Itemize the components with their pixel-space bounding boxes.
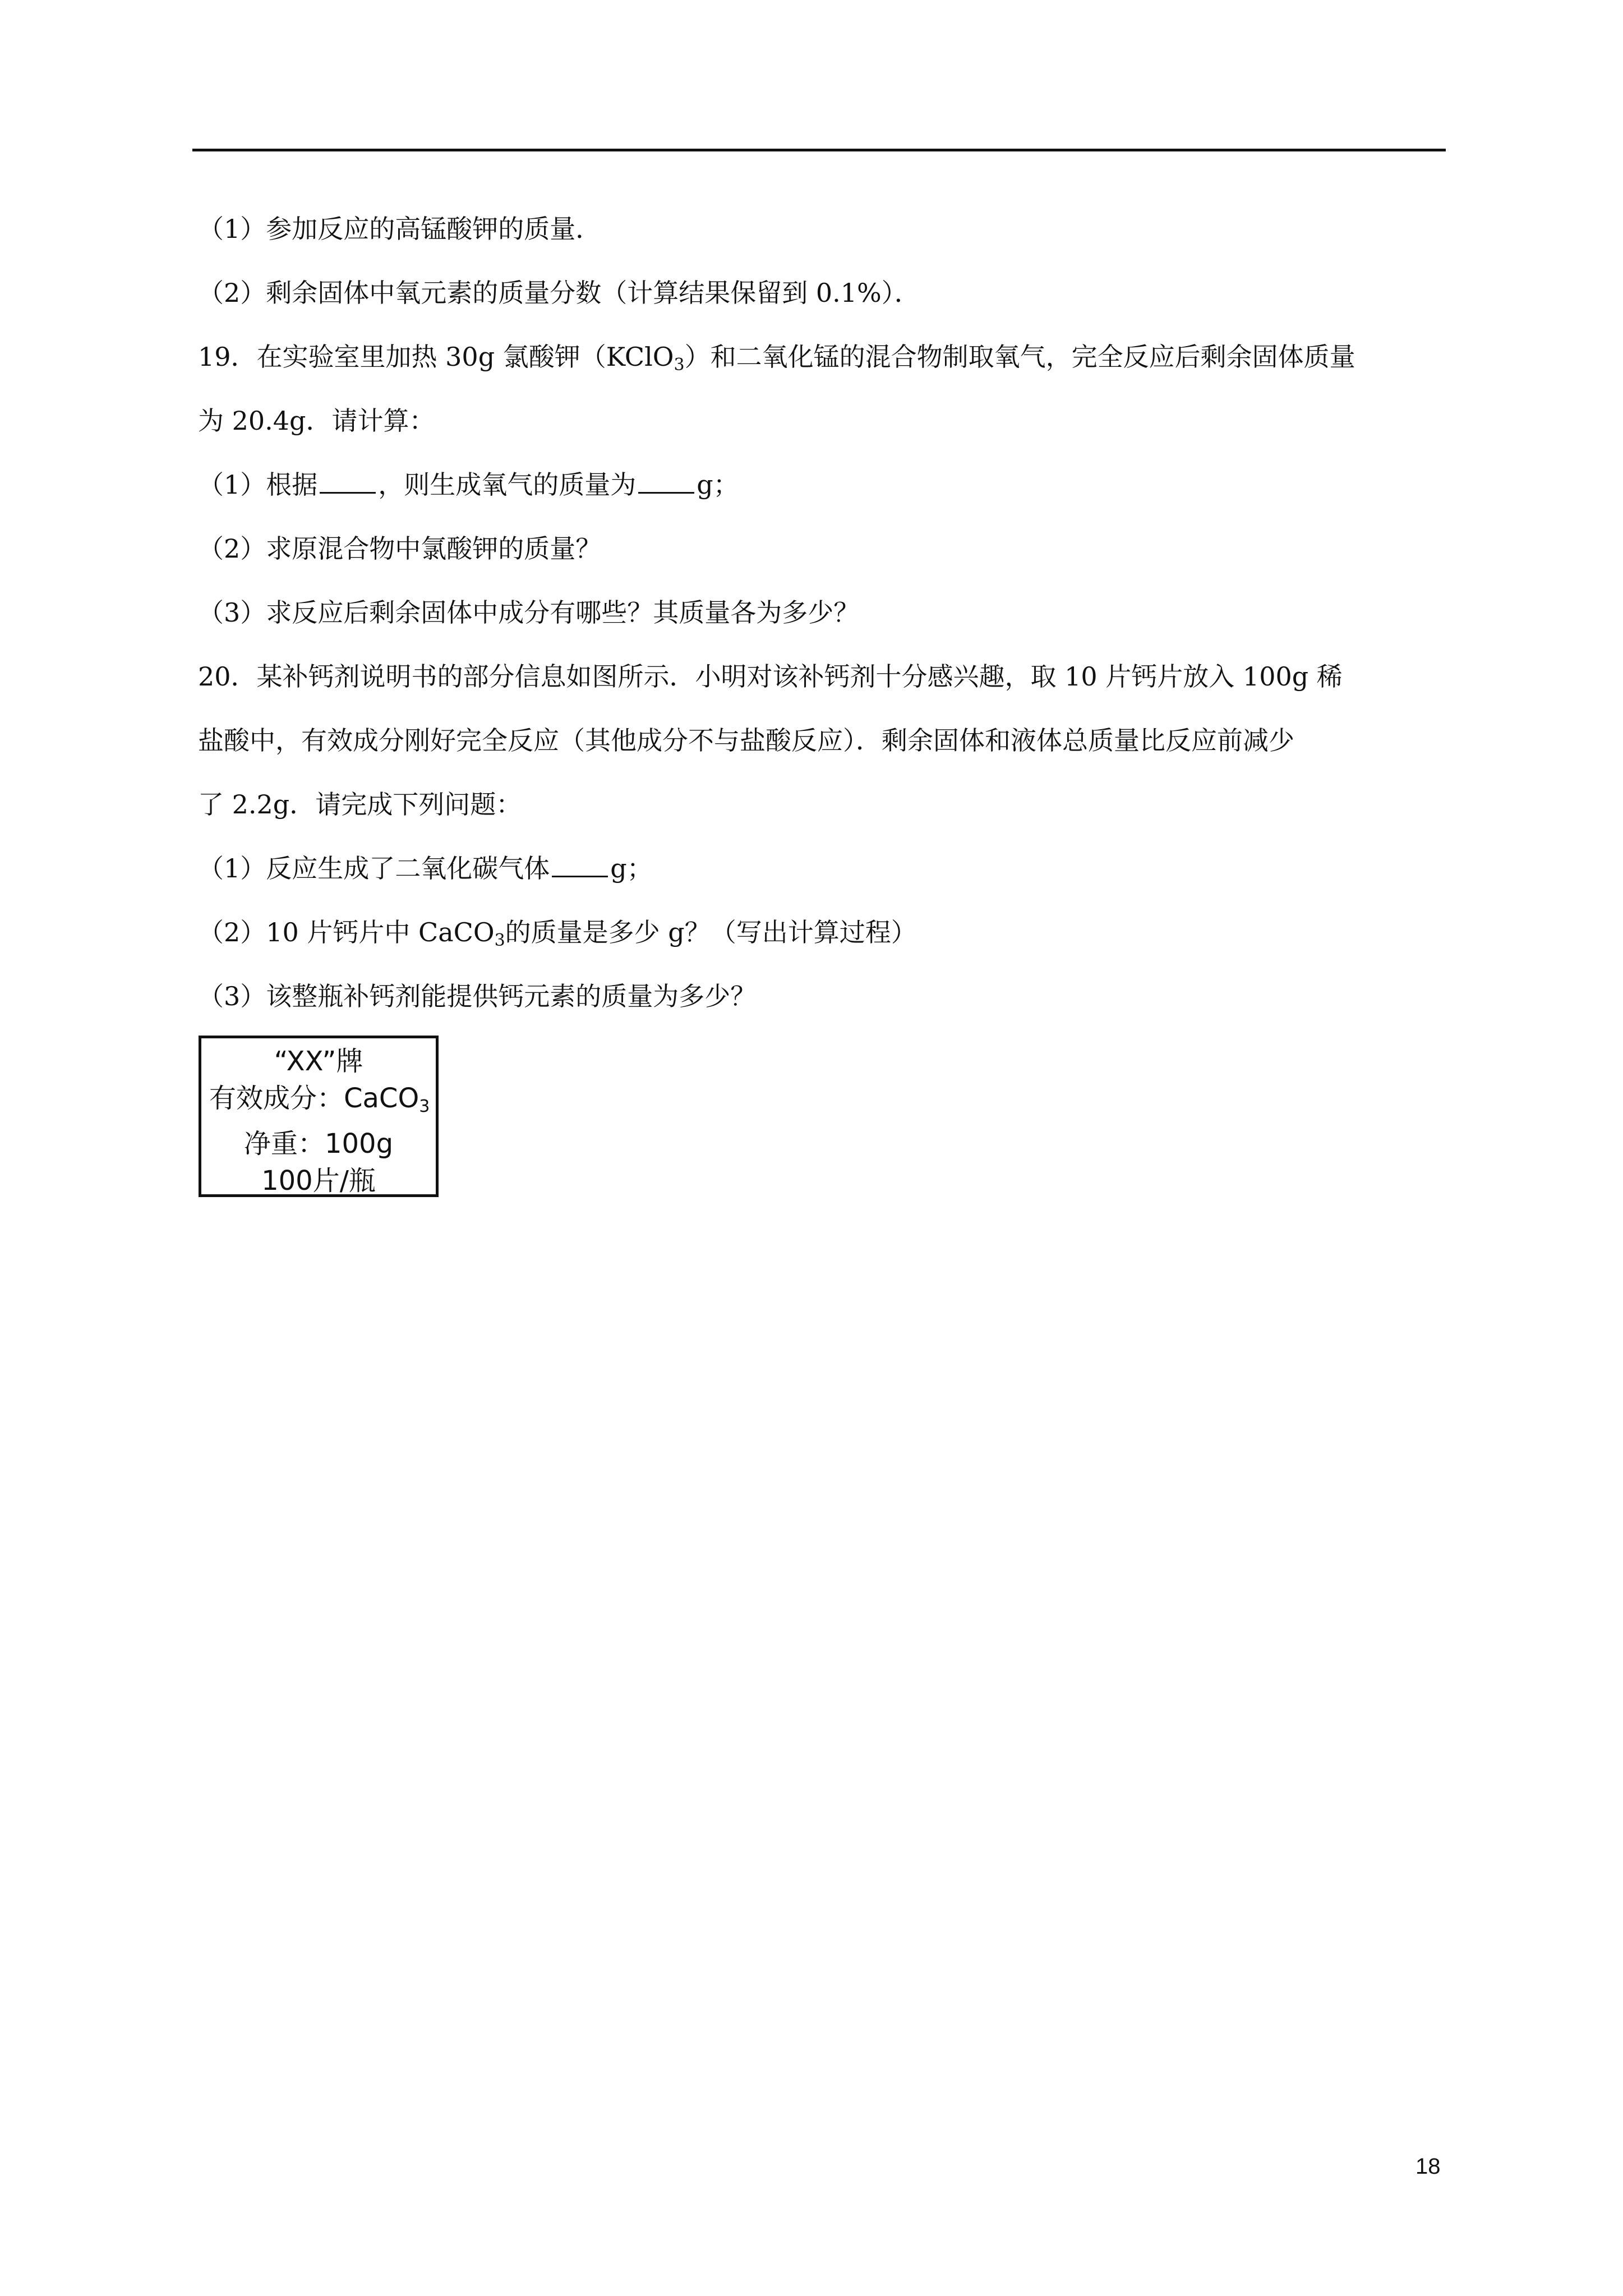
header-rule <box>192 149 1446 151</box>
q19-part1 <box>198 468 739 501</box>
q20-stem-text-c: 了 2.2g．请完成下列问题： <box>198 789 522 820</box>
q20-stem-text-b: 盐酸中，有效成分刚好完全反应（其他成分不与盐酸反应）．剩余固体和液体总质量比反应前减少 <box>198 725 1294 756</box>
q20-part1 <box>198 852 653 885</box>
label-ingredient <box>201 1080 436 1125</box>
q20-subscript: 3 <box>494 931 505 950</box>
q18-part2-text: （2）剩余固体中氧元素的质量分数（计算结果保留到 0.1%）． <box>198 278 920 308</box>
page-number: 18 <box>1415 2154 1441 2179</box>
label-brand: “XX”牌 <box>274 1046 363 1077</box>
q20-blank-1[interactable] <box>552 853 608 877</box>
label-ingredient-text: 有效成分：CaCO <box>209 1083 419 1114</box>
q20-stem-line2 <box>198 724 1294 757</box>
q20-stem-line3 <box>198 788 522 821</box>
q19-stem-text-c: 为 20.4g．请计算： <box>198 406 435 436</box>
q18-part1-text: （1）参加反应的高锰酸钾的质量． <box>198 214 602 244</box>
label-ingredient-subscript: 3 <box>419 1097 430 1116</box>
q20-part3-text: （3）该整瓶补钙剂能提供钙元素的质量为多少？ <box>198 981 757 1011</box>
q19-blank-1[interactable] <box>320 470 376 494</box>
q20-part3 <box>198 979 756 1013</box>
q20-part1-text-b: g； <box>610 853 653 884</box>
q19-subscript: 3 <box>674 355 685 375</box>
q18-part1 <box>198 212 601 246</box>
q20-stem-text-a: 20．某补钙剂说明书的部分信息如图所示．小明对该补钙剂十分感兴趣，取 10 片钙片放入 100g 稀 <box>198 661 1343 692</box>
q19-stem-text-a: 19．在实验室里加热 30g 氯酸钾（KClO <box>198 342 674 372</box>
q19-part1-text-c: g； <box>697 470 739 500</box>
q19-part3 <box>198 596 859 629</box>
q19-part2 <box>198 532 601 565</box>
q19-part3-text: （3）求反应后剩余固体中成分有哪些？其质量各为多少？ <box>198 597 860 628</box>
q19-blank-2[interactable] <box>638 470 694 494</box>
q20-part1-text-a: （1）反应生成了二氧化碳气体 <box>198 853 550 884</box>
label-net-weight: 净重：100g <box>243 1128 394 1159</box>
q19-part1-text-a: （1）根据 <box>198 470 318 500</box>
q20-part2-text-a: （2）10 片钙片中 CaCO <box>198 917 495 947</box>
supplement-label-figure <box>199 1036 439 1197</box>
q19-stem-line1 <box>198 340 1355 382</box>
q19-stem-text-b: ）和二氧化锰的混合物制取氧气，完全反应后剩余固体质量 <box>684 342 1355 372</box>
q20-part2 <box>198 915 917 958</box>
q20-part2-text-b: 的质量是多少 g？（写出计算过程） <box>505 917 917 947</box>
q20-stem-line1 <box>198 660 1343 693</box>
q18-part2 <box>198 276 920 310</box>
label-count: 100片/瓶 <box>261 1165 376 1197</box>
q19-stem-line2 <box>198 404 435 438</box>
q19-part1-text-b: ，则生成氧气的质量为 <box>378 470 637 500</box>
q19-part2-text: （2）求原混合物中氯酸钾的质量？ <box>198 533 602 564</box>
